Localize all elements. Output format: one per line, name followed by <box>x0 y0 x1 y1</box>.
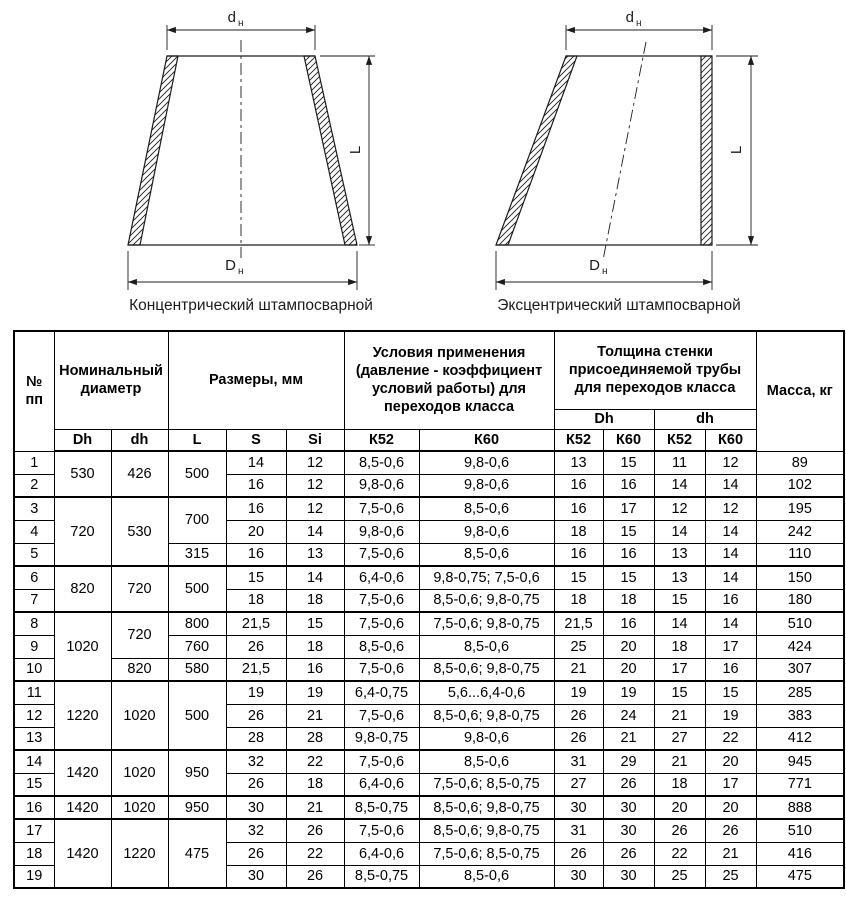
table-cell: 720 <box>111 612 168 658</box>
header-thickness-dh-lower: dh <box>654 409 756 429</box>
concentric-length-label: L <box>347 145 364 155</box>
table-cell: 18 <box>554 589 603 612</box>
table-cell: 8,5-0,6 <box>344 635 419 658</box>
table-cell: 17 <box>603 497 654 520</box>
table-cell: 14 <box>705 520 756 543</box>
table-cell: 31 <box>554 819 603 842</box>
table-cell: 12 <box>14 704 54 727</box>
table-cell: 14 <box>705 543 756 566</box>
table-cell: 16 <box>705 589 756 612</box>
table-cell: 26 <box>654 819 705 842</box>
table-cell: 14 <box>705 566 756 589</box>
table-cell: 15 <box>654 589 705 612</box>
table-cell: 1420 <box>54 750 111 796</box>
eccentric-diagram <box>496 9 758 314</box>
subheader-k52-conditions: К52 <box>344 429 419 451</box>
table-cell: 30 <box>554 796 603 819</box>
table-row <box>14 451 844 474</box>
table-cell: 13 <box>286 543 344 566</box>
table-cell: 1220 <box>111 819 168 888</box>
table-cell: 15 <box>14 773 54 796</box>
table-cell: 21,5 <box>226 658 286 681</box>
table-cell: 29 <box>603 750 654 773</box>
table-cell: 25 <box>554 635 603 658</box>
table-cell: 16 <box>554 474 603 497</box>
table-cell: 17 <box>654 658 705 681</box>
subheader-k60-conditions: К60 <box>419 429 554 451</box>
table-cell: 8,5-0,6 <box>419 543 554 566</box>
table-cell: 6,4-0,6 <box>344 773 419 796</box>
table-cell: 720 <box>111 566 168 612</box>
table-cell: 26 <box>554 704 603 727</box>
table-cell: 10 <box>14 658 54 681</box>
concentric-bottom-dim-label: D <box>225 257 236 274</box>
subheader-s: S <box>226 429 286 451</box>
table-cell: 12 <box>286 474 344 497</box>
table-cell: 110 <box>756 543 844 566</box>
table-cell: 9,8-0,6 <box>419 451 554 474</box>
table-cell: 8,5-0,6 <box>419 635 554 658</box>
table-cell: 24 <box>603 704 654 727</box>
table-cell: 8,5-0,6 <box>419 750 554 773</box>
table-cell: 950 <box>168 750 226 796</box>
table-cell: 21,5 <box>226 612 286 635</box>
eccentric-bottom-dim-sub: н <box>602 266 608 277</box>
header-no: № пп <box>14 331 54 451</box>
table-cell: 8,5-0,6; 9,8-0,75 <box>419 796 554 819</box>
table-cell: 13 <box>654 566 705 589</box>
table-cell: 7,5-0,6 <box>344 819 419 842</box>
table-cell: 945 <box>756 750 844 773</box>
table-row <box>14 612 844 635</box>
table-cell: 7,5-0,6; 9,8-0,75 <box>419 612 554 635</box>
concentric-diagram <box>128 9 375 314</box>
table-cell: 12 <box>705 497 756 520</box>
table-cell: 15 <box>705 681 756 704</box>
table-cell: 22 <box>286 842 344 865</box>
table-cell: 7 <box>14 589 54 612</box>
table-cell: 771 <box>756 773 844 796</box>
table-cell: 888 <box>756 796 844 819</box>
table-cell: 950 <box>168 796 226 819</box>
table-cell: 17 <box>705 773 756 796</box>
table-cell: 9,8-0,6 <box>344 520 419 543</box>
concentric-caption: Концентрический штампосварной <box>129 297 373 314</box>
table-cell: 30 <box>603 865 654 888</box>
table-cell: 26 <box>603 842 654 865</box>
table-cell: 16 <box>554 497 603 520</box>
table-cell: 426 <box>111 451 168 497</box>
table-cell: 7,5-0,6; 8,5-0,75 <box>419 773 554 796</box>
table-cell: 6,4-0,6 <box>344 566 419 589</box>
table-cell: 26 <box>705 819 756 842</box>
table-cell: 510 <box>756 819 844 842</box>
table-cell: 416 <box>756 842 844 865</box>
table-cell: 25 <box>705 865 756 888</box>
table-cell: 412 <box>756 727 844 750</box>
table-cell: 31 <box>554 750 603 773</box>
table-cell: 9,8-0,6 <box>419 474 554 497</box>
table-cell: 7,5-0,6 <box>344 750 419 773</box>
table-cell: 18 <box>554 520 603 543</box>
table-cell: 307 <box>756 658 844 681</box>
table-cell: 14 <box>654 612 705 635</box>
table-cell: 1 <box>14 451 54 474</box>
table-cell: 21 <box>286 796 344 819</box>
table-cell: 424 <box>756 635 844 658</box>
table-row <box>14 681 844 704</box>
table-cell: 26 <box>226 773 286 796</box>
eccentric-centerline <box>603 42 646 260</box>
table-cell: 16 <box>603 612 654 635</box>
table-cell: 12 <box>286 497 344 520</box>
table-cell: 820 <box>54 566 111 612</box>
table-cell: 26 <box>554 727 603 750</box>
eccentric-caption: Эксцентрический штампосварной <box>497 297 741 314</box>
header-nominal-diameter: Номинальный диаметр <box>54 331 168 429</box>
table-cell: 15 <box>554 566 603 589</box>
table-cell: 6,4-0,6 <box>344 842 419 865</box>
table-cell: 12 <box>286 451 344 474</box>
table-cell: 15 <box>603 566 654 589</box>
table-cell: 9,8-0,75 <box>344 727 419 750</box>
table-cell: 13 <box>554 451 603 474</box>
table-cell: 500 <box>168 451 226 497</box>
eccentric-bottom-dim-label: D <box>589 257 600 274</box>
table-cell: 21 <box>603 727 654 750</box>
table-cell: 7,5-0,6 <box>344 497 419 520</box>
table-cell: 26 <box>554 842 603 865</box>
table-cell: 26 <box>226 842 286 865</box>
table-cell: 21 <box>654 704 705 727</box>
table-cell: 1020 <box>111 750 168 796</box>
table-cell: 530 <box>54 451 111 497</box>
table-cell: 6,4-0,75 <box>344 681 419 704</box>
table-cell: 12 <box>654 497 705 520</box>
table-cell: 11 <box>654 451 705 474</box>
table-cell: 1420 <box>54 796 111 819</box>
table-cell: 30 <box>603 796 654 819</box>
table-cell: 15 <box>286 612 344 635</box>
header-thickness-dh-upper: Dh <box>554 409 654 429</box>
table-cell: 16 <box>603 543 654 566</box>
subheader-k60-dh-lower: К60 <box>705 429 756 451</box>
table-cell: 19 <box>554 681 603 704</box>
table-cell: 27 <box>554 773 603 796</box>
table-cell: 500 <box>168 681 226 750</box>
subheader-dh-lower: dh <box>111 429 168 451</box>
table-cell: 22 <box>654 842 705 865</box>
table-cell: 7,5-0,6 <box>344 658 419 681</box>
subheader-si: Si <box>286 429 344 451</box>
table-cell: 19 <box>286 681 344 704</box>
table-cell: 21 <box>286 704 344 727</box>
table-cell: 14 <box>654 474 705 497</box>
table-cell: 18 <box>14 842 54 865</box>
table-cell: 18 <box>226 589 286 612</box>
table-cell: 19 <box>226 681 286 704</box>
table-cell: 20 <box>705 750 756 773</box>
technical-drawing <box>0 0 846 330</box>
table-cell: 760 <box>168 635 226 658</box>
table-cell: 7,5-0,6; 8,5-0,75 <box>419 842 554 865</box>
table-cell: 18 <box>603 589 654 612</box>
table-cell: 14 <box>14 750 54 773</box>
table-cell: 8,5-0,75 <box>344 865 419 888</box>
table-cell: 89 <box>756 451 844 474</box>
table-cell: 26 <box>603 773 654 796</box>
table-cell: 8,5-0,75 <box>344 796 419 819</box>
table-cell: 8,5-0,6; 9,8-0,75 <box>419 704 554 727</box>
table-cell: 11 <box>14 681 54 704</box>
concentric-top-dim-sub: н <box>238 18 244 29</box>
table-cell: 32 <box>226 750 286 773</box>
table-cell: 9,8-0,6 <box>419 727 554 750</box>
table-cell: 8,5-0,6; 9,8-0,75 <box>419 658 554 681</box>
spec-table-body <box>14 451 844 888</box>
table-cell: 15 <box>603 451 654 474</box>
table-cell: 20 <box>705 796 756 819</box>
table-cell: 1020 <box>111 796 168 819</box>
table-cell: 32 <box>226 819 286 842</box>
table-cell: 12 <box>705 451 756 474</box>
subheader-l: L <box>168 429 226 451</box>
table-cell: 500 <box>168 566 226 612</box>
table-cell: 17 <box>14 819 54 842</box>
table-cell: 195 <box>756 497 844 520</box>
header-mass: Масса, кг <box>756 331 844 451</box>
table-cell: 19 <box>14 865 54 888</box>
spec-table-header <box>14 331 844 451</box>
table-cell: 150 <box>756 566 844 589</box>
table-cell: 315 <box>168 543 226 566</box>
eccentric-left-wall <box>496 56 577 245</box>
table-cell: 19 <box>603 681 654 704</box>
table-cell: 18 <box>286 635 344 658</box>
table-cell: 383 <box>756 704 844 727</box>
table-cell: 14 <box>286 566 344 589</box>
table-cell: 5,6...6,4-0,6 <box>419 681 554 704</box>
table-cell: 7,5-0,6 <box>344 704 419 727</box>
header-sizes: Размеры, мм <box>168 331 344 429</box>
table-row <box>14 566 844 589</box>
table-row <box>14 750 844 773</box>
table-cell: 20 <box>603 658 654 681</box>
table-cell: 16 <box>226 474 286 497</box>
table-cell: 102 <box>756 474 844 497</box>
table-cell: 530 <box>111 497 168 566</box>
table-cell: 14 <box>286 520 344 543</box>
subheader-k52-dh-lower: К52 <box>654 429 705 451</box>
table-cell: 18 <box>654 635 705 658</box>
table-cell: 15 <box>603 520 654 543</box>
table-cell: 18 <box>286 589 344 612</box>
eccentric-right-wall <box>701 56 712 245</box>
eccentric-top-dim-label: d <box>625 9 634 26</box>
table-row <box>14 796 844 819</box>
table-cell: 26 <box>286 819 344 842</box>
table-cell: 8,5-0,6 <box>419 865 554 888</box>
table-cell: 1020 <box>111 681 168 750</box>
table-cell: 14 <box>654 520 705 543</box>
table-cell: 9,8-0,75; 7,5-0,6 <box>419 566 554 589</box>
table-cell: 20 <box>603 635 654 658</box>
subheader-k52-dh: К52 <box>554 429 603 451</box>
table-cell: 27 <box>654 727 705 750</box>
table-cell: 21 <box>554 658 603 681</box>
header-wall-thickness: Толщина стенки присоединяемой трубы для переходов класса <box>554 331 756 409</box>
table-cell: 16 <box>14 796 54 819</box>
table-cell: 28 <box>226 727 286 750</box>
header-conditions: Условия применения (давление - коэффициент условий работы) для переходов класса <box>344 331 554 429</box>
table-cell: 510 <box>756 612 844 635</box>
table-cell: 15 <box>654 681 705 704</box>
table-cell: 475 <box>168 819 226 888</box>
table-cell: 21 <box>654 750 705 773</box>
table-cell: 16 <box>603 474 654 497</box>
table-cell: 30 <box>226 796 286 819</box>
table-cell: 5 <box>14 543 54 566</box>
concentric-top-dim-label: d <box>227 9 236 26</box>
subheader-k60-dh: К60 <box>603 429 654 451</box>
table-cell: 14 <box>226 451 286 474</box>
table-cell: 14 <box>705 474 756 497</box>
table-cell: 4 <box>14 520 54 543</box>
table-cell: 2 <box>14 474 54 497</box>
table-cell: 8 <box>14 612 54 635</box>
table-cell: 22 <box>705 727 756 750</box>
table-cell: 20 <box>654 796 705 819</box>
eccentric-length-label: L <box>728 145 745 155</box>
concentric-bottom-dim-sub: н <box>238 266 244 277</box>
table-cell: 9 <box>14 635 54 658</box>
eccentric-top-dim-sub: н <box>636 18 642 29</box>
table-cell: 6 <box>14 566 54 589</box>
subheader-dh-upper: Dh <box>54 429 111 451</box>
table-cell: 18 <box>286 773 344 796</box>
table-row <box>14 497 844 520</box>
table-cell: 800 <box>168 612 226 635</box>
table-cell: 9,8-0,6 <box>344 474 419 497</box>
table-cell: 20 <box>226 520 286 543</box>
table-cell: 7,5-0,6 <box>344 589 419 612</box>
table-cell: 22 <box>286 750 344 773</box>
table-cell: 15 <box>226 566 286 589</box>
table-cell: 16 <box>554 543 603 566</box>
table-cell: 21,5 <box>554 612 603 635</box>
table-cell: 26 <box>226 635 286 658</box>
table-cell: 285 <box>756 681 844 704</box>
table-cell: 30 <box>554 865 603 888</box>
table-cell: 8,5-0,6 <box>344 451 419 474</box>
table-cell: 13 <box>654 543 705 566</box>
table-cell: 7,5-0,6 <box>344 612 419 635</box>
table-cell: 580 <box>168 658 226 681</box>
table-cell: 18 <box>654 773 705 796</box>
table-cell: 19 <box>705 704 756 727</box>
table-cell: 9,8-0,6 <box>419 520 554 543</box>
table-row <box>14 819 844 842</box>
table-cell: 8,5-0,6; 9,8-0,75 <box>419 819 554 842</box>
table-cell: 16 <box>226 497 286 520</box>
table-cell: 7,5-0,6 <box>344 543 419 566</box>
table-row <box>14 658 844 681</box>
table-cell: 242 <box>756 520 844 543</box>
table-cell: 25 <box>654 865 705 888</box>
table-cell: 700 <box>168 497 226 543</box>
table-cell: 13 <box>14 727 54 750</box>
table-cell: 16 <box>705 658 756 681</box>
table-cell: 26 <box>226 704 286 727</box>
table-cell: 16 <box>226 543 286 566</box>
table-cell: 16 <box>286 658 344 681</box>
table-cell: 475 <box>756 865 844 888</box>
table-cell: 180 <box>756 589 844 612</box>
table-cell: 14 <box>705 612 756 635</box>
table-cell: 8,5-0,6 <box>419 497 554 520</box>
table-cell: 30 <box>226 865 286 888</box>
table-cell: 30 <box>603 819 654 842</box>
table-cell: 8,5-0,6; 9,8-0,75 <box>419 589 554 612</box>
concentric-left-wall <box>128 56 178 245</box>
table-cell: 28 <box>286 727 344 750</box>
table-cell: 21 <box>705 842 756 865</box>
table-cell: 1020 <box>54 612 111 681</box>
table-cell: 3 <box>14 497 54 520</box>
table-cell: 820 <box>111 658 168 681</box>
table-cell: 1420 <box>54 819 111 888</box>
table-cell: 26 <box>286 865 344 888</box>
spec-table <box>13 330 845 889</box>
table-cell: 1220 <box>54 681 111 750</box>
table-cell: 17 <box>705 635 756 658</box>
table-cell: 720 <box>54 497 111 566</box>
